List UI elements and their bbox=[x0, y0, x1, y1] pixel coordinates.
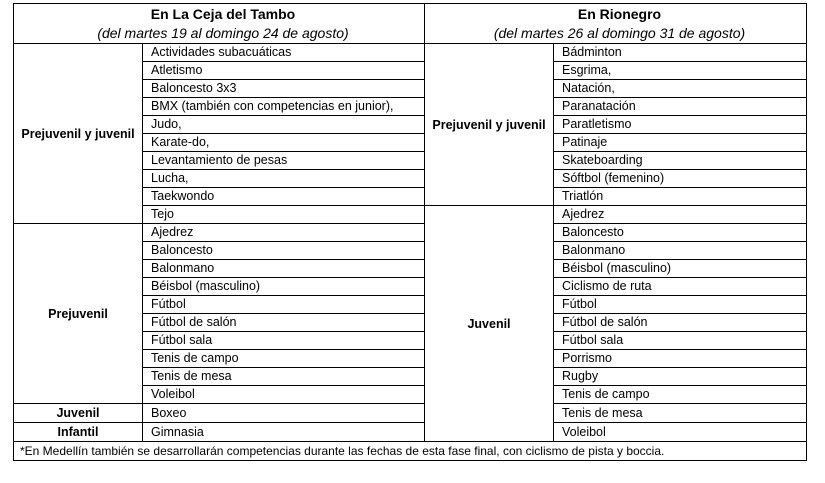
left-sport-cell: BMX (también con competencias en junior), bbox=[143, 98, 425, 116]
right-venue-header bbox=[425, 4, 807, 44]
left-sport-cell: Baloncesto bbox=[143, 242, 425, 260]
left-sport-cell: Judo, bbox=[143, 116, 425, 134]
left-sport-cell: Fútbol sala bbox=[143, 332, 425, 350]
right-sport-cell: Triatlón bbox=[554, 188, 807, 206]
right-sport-cell: Bádminton bbox=[554, 44, 807, 62]
right-sport-cell: Esgrima, bbox=[554, 62, 807, 80]
left-sport-cell: Gimnasia bbox=[143, 423, 425, 442]
right-sport-cell: Ciclismo de ruta bbox=[554, 278, 807, 296]
right-sport-cell: Tenis de campo bbox=[554, 386, 807, 404]
left-sport-cell: Karate-do, bbox=[143, 134, 425, 152]
schedule-table bbox=[13, 3, 807, 461]
table-row bbox=[14, 224, 807, 242]
right-sport-cell: Voleibol bbox=[554, 423, 807, 442]
footnote: *En Medellín también se desarrollarán competencias durante las fechas de esta fase final, con ciclismo de pista y boccia. bbox=[14, 442, 807, 461]
left-sport-cell: Fútbol bbox=[143, 296, 425, 314]
right-sport-cell: Porrismo bbox=[554, 350, 807, 368]
left-category-cell: Prejuvenil y juvenil bbox=[14, 44, 143, 224]
left-sport-cell: Lucha, bbox=[143, 170, 425, 188]
right-sport-cell: Rugby bbox=[554, 368, 807, 386]
left-sport-cell: Levantamiento de pesas bbox=[143, 152, 425, 170]
right-sport-cell: Fútbol de salón bbox=[554, 314, 807, 332]
header-row bbox=[14, 4, 807, 44]
left-sport-cell: Tejo bbox=[143, 206, 425, 224]
right-sport-cell: Natación, bbox=[554, 80, 807, 98]
left-sport-cell: Béisbol (masculino) bbox=[143, 278, 425, 296]
left-category-cell: Infantil bbox=[14, 423, 143, 442]
right-sport-cell: Baloncesto bbox=[554, 224, 807, 242]
left-sport-cell: Actividades subacuáticas bbox=[143, 44, 425, 62]
right-sport-cell: Béisbol (masculino) bbox=[554, 260, 807, 278]
left-sport-cell: Fútbol de salón bbox=[143, 314, 425, 332]
table-row bbox=[14, 44, 807, 62]
left-category-cell: Prejuvenil bbox=[14, 224, 143, 404]
right-sport-cell: Sóftbol (femenino) bbox=[554, 170, 807, 188]
right-venue-title: En Rionegro bbox=[577, 6, 662, 22]
right-sport-cell: Patinaje bbox=[554, 134, 807, 152]
left-venue-dates: (del martes 19 al domingo 24 de agosto) bbox=[97, 25, 349, 41]
right-sport-cell: Skateboarding bbox=[554, 152, 807, 170]
right-sport-cell: Fútbol bbox=[554, 296, 807, 314]
right-sport-cell: Tenis de mesa bbox=[554, 404, 807, 423]
footnote-row bbox=[14, 442, 807, 461]
left-sport-cell: Baloncesto 3x3 bbox=[143, 80, 425, 98]
table-row bbox=[14, 404, 807, 423]
left-sport-cell: Taekwondo bbox=[143, 188, 425, 206]
left-sport-cell: Voleibol bbox=[143, 386, 425, 404]
left-sport-cell: Balonmano bbox=[143, 260, 425, 278]
left-venue-title: En La Ceja del Tambo bbox=[150, 6, 296, 22]
left-venue-header bbox=[14, 4, 425, 44]
left-sport-cell: Atletismo bbox=[143, 62, 425, 80]
right-sport-cell: Paranatación bbox=[554, 98, 807, 116]
table-row bbox=[14, 423, 807, 442]
left-category-cell: Juvenil bbox=[14, 404, 143, 423]
left-sport-cell: Tenis de campo bbox=[143, 350, 425, 368]
right-sport-cell: Fútbol sala bbox=[554, 332, 807, 350]
right-venue-dates: (del martes 26 al domingo 31 de agosto) bbox=[493, 25, 746, 41]
schedule-body bbox=[14, 44, 807, 442]
left-sport-cell: Boxeo bbox=[143, 404, 425, 423]
right-category-cell: Juvenil bbox=[425, 206, 554, 442]
left-sport-cell: Ajedrez bbox=[143, 224, 425, 242]
left-sport-cell: Tenis de mesa bbox=[143, 368, 425, 386]
right-category-cell: Prejuvenil y juvenil bbox=[425, 44, 554, 206]
right-sport-cell: Ajedrez bbox=[554, 206, 807, 224]
right-sport-cell: Paratletismo bbox=[554, 116, 807, 134]
right-sport-cell: Balonmano bbox=[554, 242, 807, 260]
